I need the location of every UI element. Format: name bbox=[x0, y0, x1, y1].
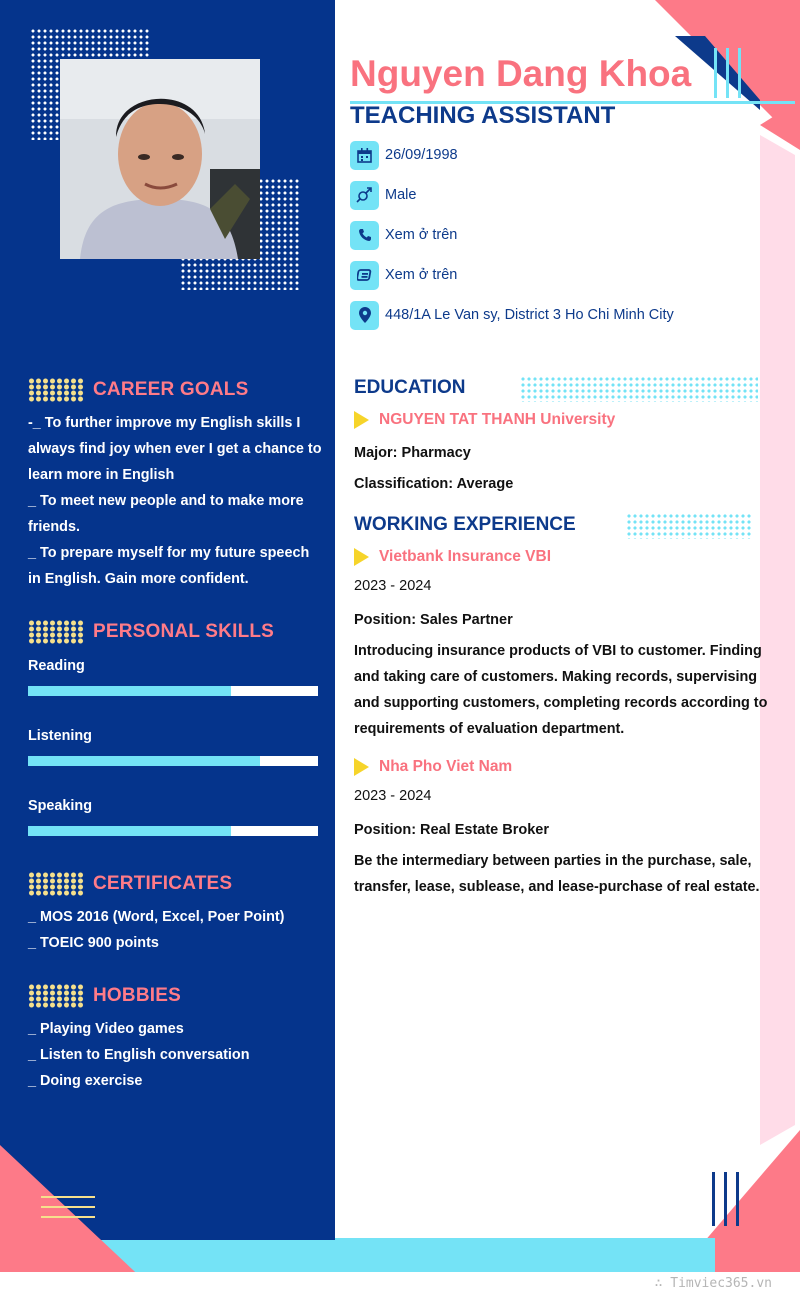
deco-bar bbox=[736, 1172, 739, 1226]
skill-label: Reading bbox=[28, 658, 85, 674]
skill-bar-fill bbox=[28, 826, 231, 836]
location-pin-icon bbox=[350, 301, 379, 330]
personal-skills-section bbox=[28, 618, 323, 858]
deco-bar bbox=[712, 1172, 715, 1226]
job-1-header bbox=[354, 545, 551, 569]
triangle-bullet-icon bbox=[354, 411, 369, 429]
dots-icon bbox=[28, 378, 85, 402]
certificate-line: _ MOS 2016 (Word, Excel, Poer Point) bbox=[28, 909, 285, 925]
job-title: TEACHING ASSISTANT bbox=[350, 102, 616, 129]
school-name: NGUYEN TAT THANH University bbox=[379, 411, 616, 428]
career-goal-line: learn more in English bbox=[28, 467, 175, 483]
skill-speaking bbox=[28, 794, 323, 858]
skill-bar-fill bbox=[28, 756, 260, 766]
left-column bbox=[0, 0, 335, 1240]
skill-label: Speaking bbox=[28, 798, 92, 814]
skill-bar bbox=[28, 686, 318, 696]
job-description-line: transfer, lease, sublease, and lease-purchase of real estate. bbox=[354, 879, 760, 895]
certificate-line: _ TOEIC 900 points bbox=[28, 935, 159, 951]
contact-birthday bbox=[350, 140, 458, 170]
gender-icon bbox=[350, 181, 379, 210]
contact-address bbox=[350, 300, 674, 330]
contact-email bbox=[350, 260, 457, 290]
career-goals-section bbox=[28, 376, 323, 592]
deco-bar bbox=[726, 48, 729, 98]
section-title: PERSONAL SKILLS bbox=[93, 621, 275, 642]
skill-bar bbox=[28, 756, 318, 766]
contact-gender bbox=[350, 180, 416, 210]
career-goal-line: -_ To further improve my English skills I bbox=[28, 415, 301, 431]
job-description bbox=[354, 848, 764, 900]
job-description-line: requirements of evaluation department. bbox=[354, 721, 625, 737]
watermark: ∴ Timviec365.vn bbox=[654, 1276, 772, 1291]
email-icon bbox=[350, 261, 379, 290]
education-school bbox=[354, 408, 615, 432]
skill-label: Listening bbox=[28, 728, 92, 744]
dot-pattern bbox=[520, 376, 758, 402]
section-title: CAREER GOALS bbox=[93, 379, 249, 400]
career-goal-line: _ To meet new people and to make more bbox=[28, 493, 304, 509]
education-major: Major: Pharmacy bbox=[354, 445, 471, 461]
job-period: 2023 - 2024 bbox=[354, 788, 432, 804]
calendar-icon bbox=[350, 141, 379, 170]
dot-pattern bbox=[626, 513, 752, 539]
phone-icon bbox=[350, 221, 379, 250]
job-company: Vietbank Insurance VBI bbox=[379, 548, 551, 565]
job-position: Position: Real Estate Broker bbox=[354, 822, 549, 838]
section-title: HOBBIES bbox=[93, 985, 181, 1006]
skill-listening bbox=[28, 724, 323, 788]
skill-bar-fill bbox=[28, 686, 231, 696]
phone-text: Xem ở trên bbox=[385, 227, 458, 243]
experience-heading: WORKING EXPERIENCE bbox=[354, 514, 576, 535]
hobbies-section bbox=[28, 982, 323, 1094]
career-goal-line: always find joy when ever I get a chance to bbox=[28, 441, 322, 457]
contact-phone bbox=[350, 220, 457, 250]
dots-icon bbox=[28, 872, 85, 896]
deco-bar bbox=[724, 1172, 727, 1226]
section-title: CERTIFICATES bbox=[93, 873, 233, 894]
job-description-line: Introducing insurance products of VBI to customer. Finding bbox=[354, 643, 762, 659]
hobby-line: _ Doing exercise bbox=[28, 1073, 143, 1089]
skill-reading bbox=[28, 654, 323, 718]
skill-bar bbox=[28, 826, 318, 836]
job-description bbox=[354, 638, 768, 742]
profile-photo bbox=[60, 59, 260, 259]
education-classification: Classification: Average bbox=[354, 476, 514, 492]
triangle-bullet-icon bbox=[354, 758, 369, 776]
dots-icon bbox=[28, 620, 85, 644]
address-text: 448/1A Le Van sy, District 3 Ho Chi Minh City bbox=[385, 307, 674, 323]
job-2-header bbox=[354, 755, 512, 779]
deco-bar bbox=[714, 48, 717, 98]
candidate-name: Nguyen Dang Khoa bbox=[350, 53, 692, 94]
deco-bar bbox=[738, 48, 741, 98]
job-company: Nha Pho Viet Nam bbox=[379, 758, 513, 775]
job-description-line: and taking care of customers. Making records, supervising bbox=[354, 669, 758, 685]
triangle-bullet-icon bbox=[354, 548, 369, 566]
career-goal-line: _ To prepare myself for my future speech bbox=[28, 545, 310, 561]
birthday-text: 26/09/1998 bbox=[385, 147, 458, 163]
decorative-corner bbox=[0, 1145, 135, 1272]
hobby-line: _ Listen to English conversation bbox=[28, 1047, 250, 1063]
career-goal-line: in English. Gain more confident. bbox=[28, 571, 249, 587]
job-period: 2023 - 2024 bbox=[354, 578, 432, 594]
email-text: Xem ở trên bbox=[385, 267, 458, 283]
education-heading: EDUCATION bbox=[354, 377, 466, 398]
hobby-line: _ Playing Video games bbox=[28, 1021, 184, 1037]
dots-icon bbox=[28, 984, 85, 1008]
job-position: Position: Sales Partner bbox=[354, 612, 513, 628]
career-goal-line: friends. bbox=[28, 519, 80, 535]
job-description-line: Be the intermediary between parties in the purchase, sale, bbox=[354, 853, 752, 869]
certificates-section bbox=[28, 870, 323, 956]
gender-text: Male bbox=[385, 187, 417, 203]
job-description-line: and supporting customers, completing records according to bbox=[354, 695, 768, 711]
